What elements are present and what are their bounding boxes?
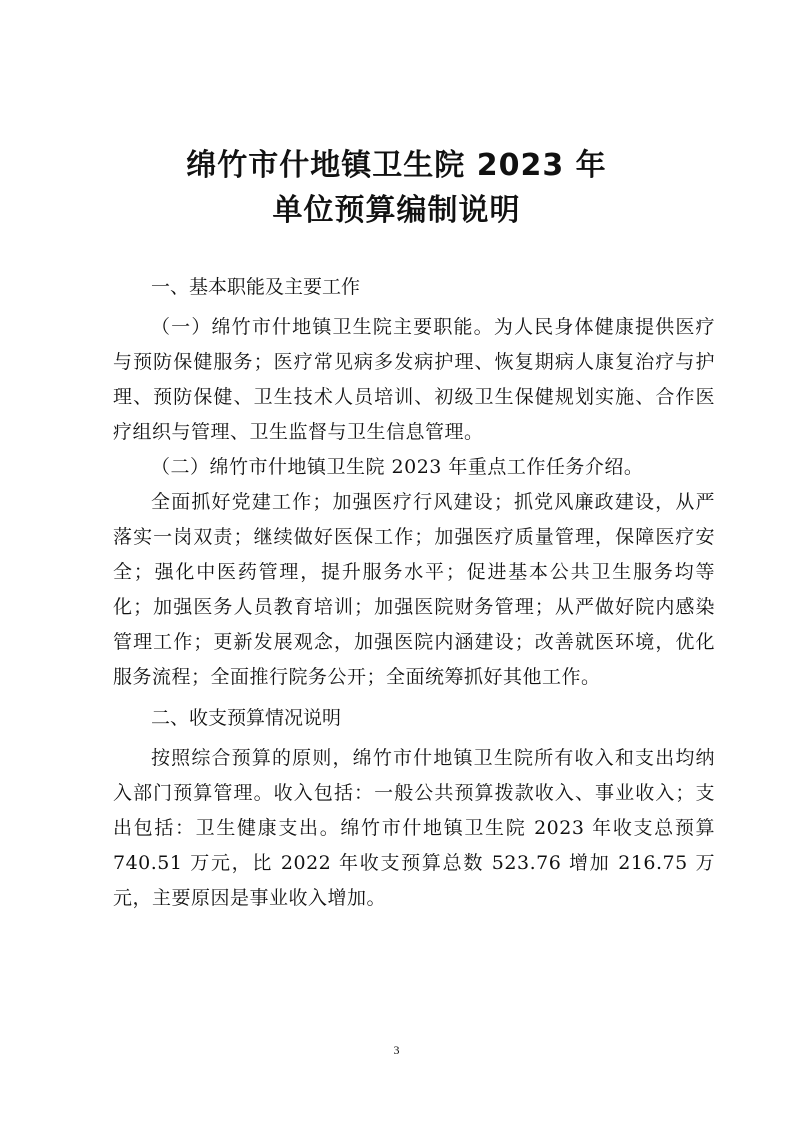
paragraph-budget-description: 按照综合预算的原则，绵竹市什地镇卫生院所有收入和支出均纳入部门预算管理。收入包括：一般公共预算拨款收入、事业收入；支出包括：卫生健康支出。绵竹市什地镇卫生院 2023 年收支总预算 740.51 万元，比 2022 年收支预算总数 523.76 增加 216.75 万元，主要原因是事业收入增加。	[113, 747, 715, 909]
document-title-line2: 单位预算编制说明	[272, 193, 521, 228]
paragraph-main-functions: （一）绵竹市什地镇卫生院主要职能。为人民身体健康提供医疗与预防保健服务；医疗常见病多发病护理、恢复期病人康复治疗与护理、预防保健、卫生技术人员培训、初级卫生保健规划实施、合作医疗组织与管理、卫生监督与卫生信息管理。	[113, 316, 715, 443]
section-heading-functions: 一、基本职能及主要工作	[151, 276, 361, 298]
page-number: 3	[393, 1043, 400, 1057]
paragraph-key-tasks: 全面抓好党建工作；加强医疗行风建设；抓党风廉政建设，从严落实一岗双责；继续做好医保工作；加强医疗质量管理，保障医疗安全；强化中医药管理，提升服务水平；促进基本公共卫生服务均等化；加强医务人员教育培训；加强医院财务管理；从严做好院内感染管理工作；更新发展观念，加强医院内涵建设；改善就医环境，优化服务流程；全面推行院务公开；全面统筹抓好其他工作。	[113, 491, 715, 688]
document-body	[113, 268, 715, 916]
paragraph-key-tasks-intro: （二）绵竹市什地镇卫生院 2023 年重点工作任务介绍。	[151, 456, 644, 478]
section-heading-budget: 二、收支预算情况说明	[151, 707, 342, 729]
document-title-line1: 绵竹市什地镇卫生院 2023 年	[186, 148, 607, 183]
